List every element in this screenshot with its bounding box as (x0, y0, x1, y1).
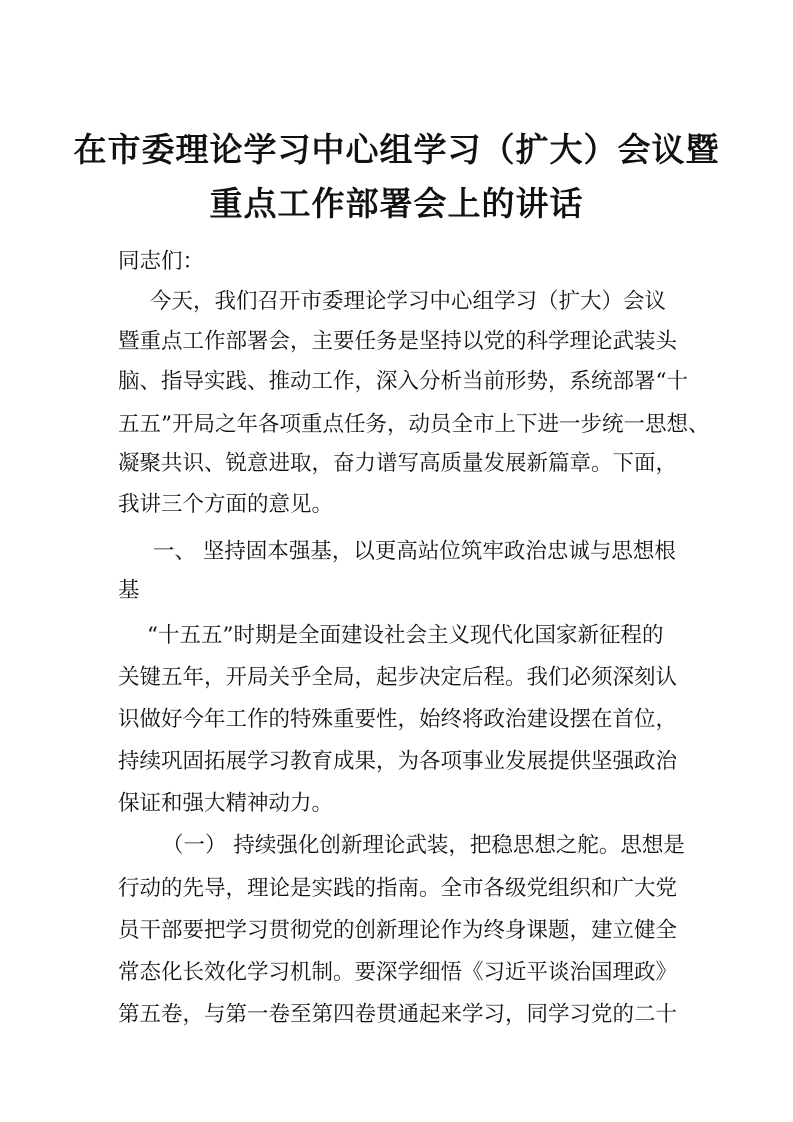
paragraph-line: 行动的先导，理论是实践的指南。全市各级党组织和广大党 (118, 876, 678, 901)
paragraph-line: “十五五”时期是全面建设社会主义现代化国家新征程的 (147, 623, 664, 648)
salutation: 同志们： (118, 249, 205, 274)
paragraph-line: 脑、指导实践、推动工作，深入分析当前形势，系统部署“十 (118, 369, 688, 394)
section-heading-line: 一、 坚持固本强基，以更高站位筑牢政治忠诚与思想根 (153, 539, 676, 564)
paragraph-line: 凝聚共识、锐意进取，奋力谱写高质量发展新篇章。下面， (118, 451, 678, 476)
paragraph-line: 我讲三个方面的意见。 (118, 492, 334, 517)
paragraph-line: 关键五年，开局关乎全局，起步决定后程。我们必须深刻认 (118, 665, 678, 690)
paragraph-line: 员干部要把学习贯彻党的创新理论作为终身课题，建立健全 (118, 918, 678, 943)
paragraph-line: 暨重点工作部署会，主要任务是坚持以党的科学理论武装头 (118, 329, 678, 354)
document-title-line-1: 在市委理论学习中心组学习（扩大）会议暨 (73, 130, 720, 169)
paragraph-line: 今天，我们召开市委理论学习中心组学习（扩大）会议 (150, 289, 667, 314)
document-title-line-2: 重点工作部署会上的讲话 (209, 184, 584, 223)
paragraph-line: 持续巩固拓展学习教育成果，为各项事业发展提供坚强政治 (118, 749, 678, 774)
subsection-line: （一） 持续强化创新理论武装，把稳思想之舵。思想是 (162, 833, 685, 858)
paragraph-line: 常态化长效化学习机制。要深学细悟《习近平谈治国理政》 (118, 960, 678, 985)
paragraph-line: 五五”开局之年各项重点任务，动员全市上下进一步统一思想、 (118, 412, 710, 437)
paragraph-line: 保证和强大精神动力。 (118, 791, 334, 816)
paragraph-line: 第五卷，与第一卷至第四卷贯通起来学习，同学习党的二十 (118, 1002, 678, 1027)
paragraph-line: 识做好今年工作的特殊重要性，始终将政治建设摆在首位， (118, 707, 678, 732)
section-heading-line: 基 (118, 578, 140, 603)
